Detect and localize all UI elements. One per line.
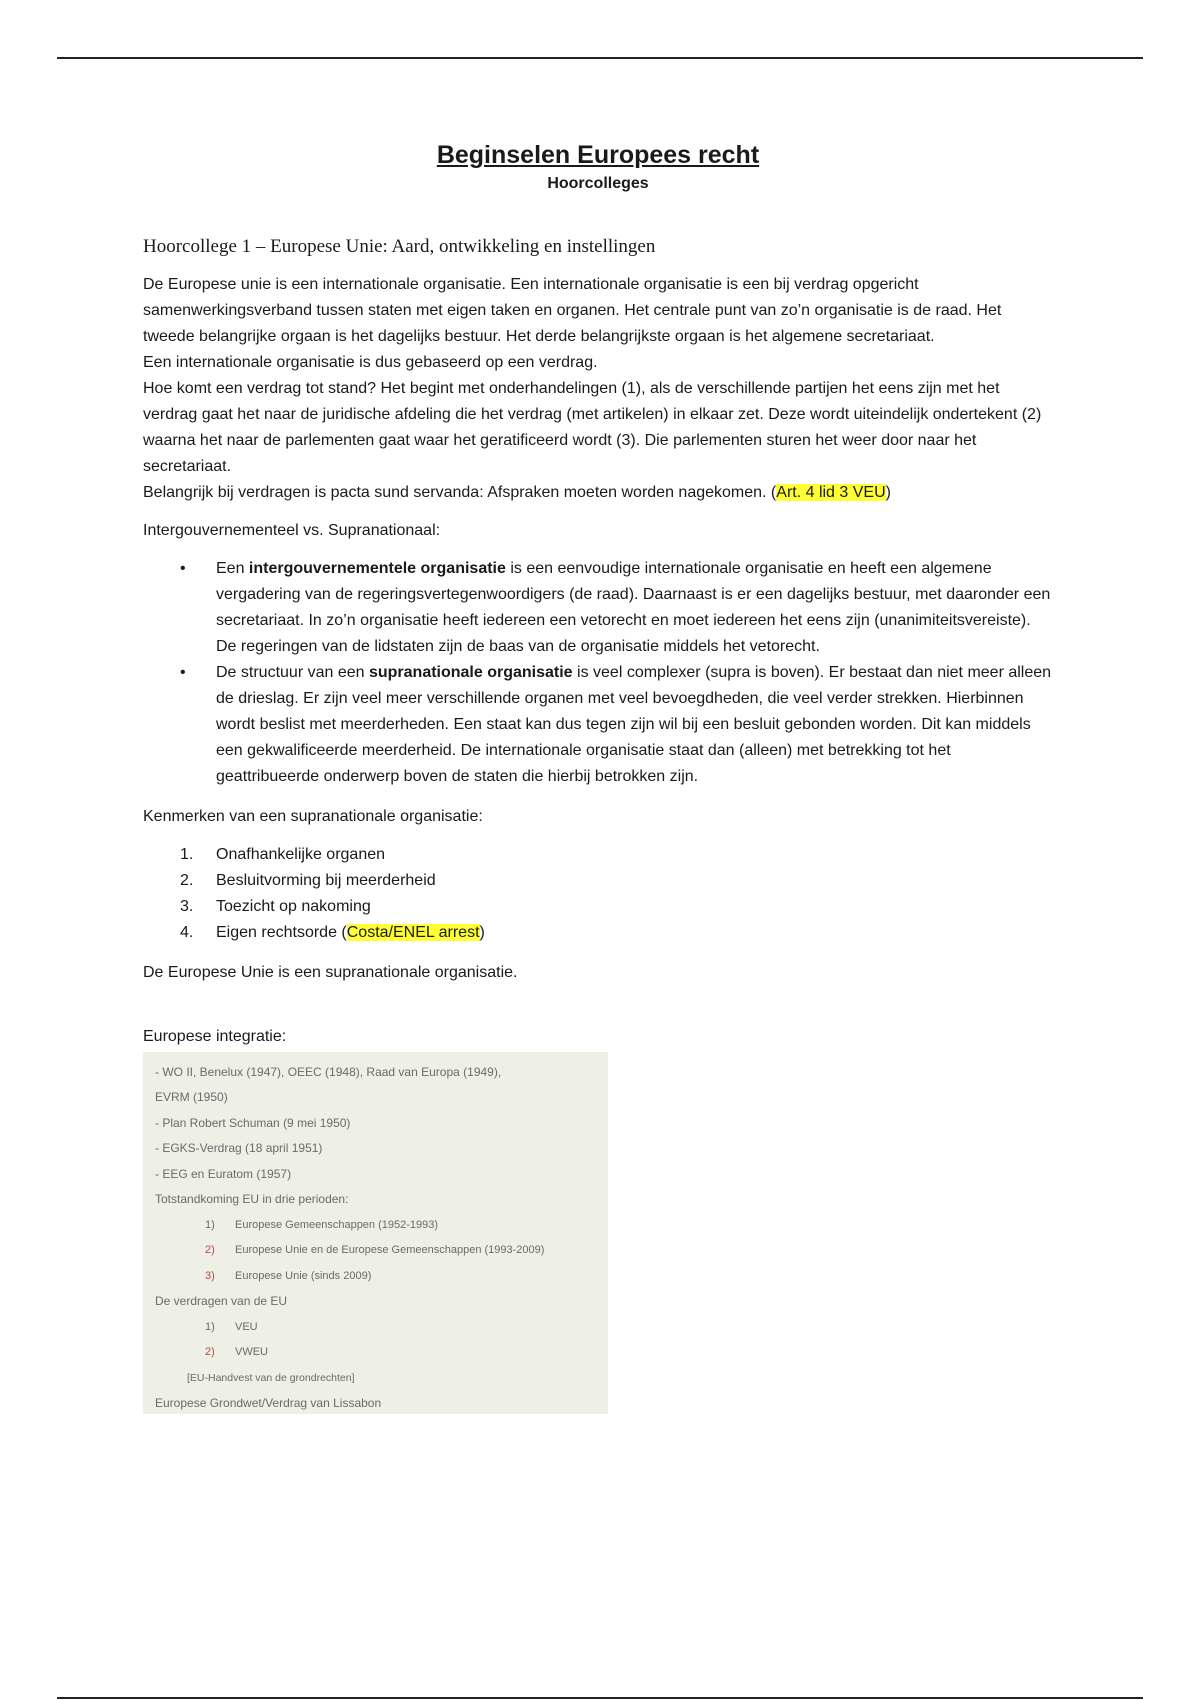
list-number: 2. — [180, 871, 194, 889]
bullet-1-post: is een eenvoudige internationale organisatie en heeft een algemene vergadering van de regeringsvertegenwoordigers (de raad). Daarnaast is er een dagelijks bestuur, met daaronder een secretariaat. In zo’n organisatie heeft iedereen een vetorecht en moet iedereen het eens zijn (unanimiteitsvereiste). De regeringen van de lidstaten zijn de baas van de organisatie middels het vetorecht. — [216, 559, 1051, 655]
document-subtitle: Hoorcolleges — [547, 175, 649, 192]
header-rule — [57, 57, 1143, 59]
highlight-art-4-veu: Art. 4 lid 3 VEU — [776, 483, 886, 501]
list-item-supranational — [143, 660, 1053, 790]
snippet-period — [155, 1213, 596, 1239]
list-item — [143, 894, 1053, 920]
features-list — [143, 842, 1053, 946]
list-item — [143, 920, 1053, 946]
integration-heading: Europese integratie: — [143, 1027, 287, 1045]
bullet-1-bold: intergouvernementele organisatie — [248, 559, 506, 577]
list-number: 1. — [180, 845, 194, 863]
comparison-list — [143, 556, 1053, 790]
list-number: 3. — [180, 897, 194, 915]
features-heading: Kenmerken van een supranationale organisatie: — [143, 807, 483, 825]
treaty-number: 1) — [205, 1320, 215, 1333]
lecture-heading: Hoorcollege 1 – Europese Unie: Aard, ontwikkeling en instellingen — [143, 236, 656, 258]
document-title: Beginselen Europees recht — [436, 141, 760, 169]
snippet-line: - WO II, Benelux (1947), OEEC (1948), Raad van Europa (1949), — [155, 1064, 502, 1079]
document-page — [143, 140, 1053, 1414]
snippet-line: - EGKS-Verdrag (18 april 1951) — [155, 1141, 323, 1156]
paragraph-2: Een internationale organisatie is dus gebaseerd op een verdrag. — [143, 353, 598, 371]
period-text: Europese Unie (sinds 2009) — [235, 1269, 372, 1282]
list-text: Toezicht op nakoming — [216, 897, 371, 915]
comparison-heading: Intergouvernementeel vs. Supranationaal: — [143, 521, 441, 539]
paragraph-3: Hoe komt een verdrag tot stand? Het begint met onderhandelingen (1), als de verschillende partijen het eens zijn met het verdrag gaat het naar de juridische afdeling die het verdrag (met artikelen) in elkaar zet. Deze wordt uiteindelijk ondertekent (2) waarna het naar de parlementen gaat waar het geratificeerd wordt (3). Die parlementen sturen het weer door naar het secretariaat. — [143, 379, 1042, 475]
snippet-line: [EU-Handvest van de grondrechten] — [187, 1371, 355, 1384]
paragraph-4 — [143, 480, 1053, 506]
list-text: Eigen rechtsorde ( — [216, 923, 347, 941]
bullet-2-pre: De structuur van een — [216, 663, 369, 681]
treaty-text: VEU — [235, 1320, 258, 1333]
snippet-period — [155, 1264, 596, 1290]
snippet-line: De verdragen van de EU — [155, 1294, 288, 1309]
paragraph-4-end: ) — [885, 483, 891, 501]
treaty-text: VWEU — [235, 1346, 268, 1359]
snippet-line: - Plan Robert Schuman (9 mei 1950) — [155, 1115, 351, 1130]
list-text-end: ) — [479, 923, 485, 941]
bullet-2-post: is veel complexer (supra is boven). Er bestaat dan niet meer alleen de drieslag. Er zijn veel meer verschillende organen met veel bevoegdheden, die veel verder strekken. Hierbinnen wordt beslist met meerderheden. Een staat kan dus tegen zijn wil bij een besluit gebonden worden. Dit kan middels een gekwalificeerde meerderheid. De internationale organisatie staat dan (alleen) met betrekking tot het geattribueerde onderwerp boven de staten die hierbij betrokken zijn. — [216, 663, 1052, 785]
snippet-line: EVRM (1950) — [155, 1090, 228, 1105]
treaty-number: 2) — [205, 1346, 215, 1359]
list-text: Besluitvorming bij meerderheid — [216, 871, 436, 889]
bullet-2-bold: supranationale organisatie — [368, 663, 573, 681]
integration-snippet-image — [143, 1052, 608, 1414]
footer-rule — [57, 1697, 1143, 1699]
period-number: 1) — [205, 1218, 215, 1231]
list-item — [143, 842, 1053, 868]
snippet-treaty — [155, 1315, 596, 1341]
period-number: 3) — [205, 1269, 215, 1282]
snippet-treaty — [155, 1340, 596, 1366]
list-number: 4. — [180, 923, 194, 941]
period-text: Europese Gemeenschappen (1952-1993) — [235, 1218, 439, 1231]
snippet-line: Totstandkoming EU in drie perioden: — [155, 1192, 349, 1207]
period-number: 2) — [205, 1244, 215, 1257]
paragraph-4-text: Belangrijk bij verdragen is pacta sund servanda: Afspraken moeten worden nagekomen. ( — [143, 483, 777, 501]
list-item-intergovernmental — [143, 556, 1053, 660]
conclusion-paragraph: De Europese Unie is een supranationale organisatie. — [143, 963, 518, 981]
snippet-line: Europese Grondwet/Verdrag van Lissabon — [155, 1396, 382, 1411]
list-item — [143, 868, 1053, 894]
intro-paragraphs — [143, 272, 1053, 506]
list-text: Onafhankelijke organen — [216, 845, 386, 863]
highlight-costa-enel: Costa/ENEL arrest — [346, 923, 480, 941]
bullet-1-pre: Een — [216, 559, 249, 577]
snippet-period — [155, 1238, 596, 1264]
snippet-line: - EEG en Euratom (1957) — [155, 1166, 292, 1181]
period-text: Europese Unie en de Europese Gemeenschappen (1993-2009) — [235, 1244, 545, 1257]
paragraph-1: De Europese unie is een internationale organisatie. Een internationale organisatie is een bij verdrag opgericht samenwerkingsverband tussen staten met eigen taken en organen. Het centrale punt van zo’n organisatie is de raad. Het tweede belangrijke orgaan is het dagelijks bestuur. Het derde belangrijkste orgaan is het algemene secretariaat. — [143, 275, 1002, 345]
